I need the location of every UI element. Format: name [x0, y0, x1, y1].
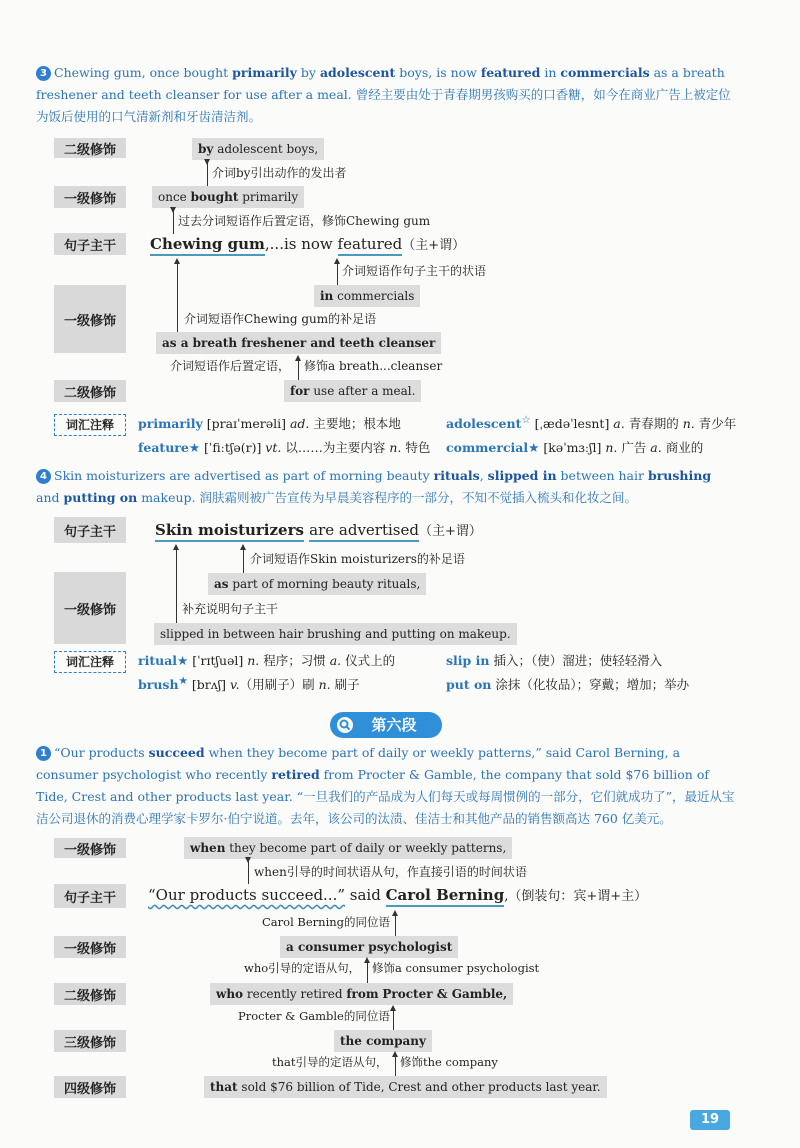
vocab-label: 词汇注释: [54, 651, 126, 673]
annotation: Carol Berning的同位语: [262, 915, 391, 929]
sentence-trunk: Skin moisturizers are advertised（主+谓）: [155, 520, 482, 539]
modifier-box: for use after a meal.: [284, 380, 421, 402]
annotation: 介词by引出动作的发出者: [212, 166, 347, 180]
level-label: 二级修饰: [54, 138, 126, 158]
vocab-item: commercial★ [kəˈmɜːʃl] n. 广告 a. 商业的: [446, 440, 704, 455]
annotation: 介词短语作Chewing gum的补足语: [184, 312, 377, 326]
annotation: Procter & Gamble的同位语: [238, 1009, 390, 1023]
level-label: 一级修饰: [54, 285, 126, 353]
modifier-box: who recently retired from Procter & Gamble,: [210, 983, 513, 1005]
annotation: 介词短语作后置定语，: [170, 359, 291, 373]
section-heading: 第六段: [330, 712, 442, 738]
level-label: 句子主干: [54, 517, 126, 543]
paragraph-text: “Our products succeed when they become part of daily or weekly patterns,” said Carol Berning, a consumer psychologist who recently retired from Procter & Gamble, the company that sold $76 billion of Tide, Crest and other products last year. “一旦我们的产品成为人们每天或每周惯例的一部分，它们就成功了”，最近从宝洁公司退休的消费心理学家卡罗尔·伯宁说道。去年，该公司的汰渍、佳洁士和其他产品的销售额高达 760 亿美元。: [36, 745, 735, 826]
annotation: 过去分词短语作后置定语，修饰Chewing gum: [178, 214, 431, 228]
paragraph-1: [36, 742, 736, 830]
paragraph-3: [36, 62, 736, 128]
vocab-label: 词汇注释: [54, 414, 126, 436]
level-label: 一级修饰: [54, 936, 126, 958]
annotation: 修饰the company: [400, 1055, 498, 1069]
search-icon: [336, 716, 354, 734]
level-label: 三级修饰: [54, 1030, 126, 1052]
level-label: 一级修饰: [54, 572, 126, 644]
modifier-box: by adolescent boys,: [192, 138, 324, 160]
vocab-item: slip in 插入；（使）溜进；使轻轻滑入: [446, 653, 663, 668]
level-label: 一级修饰: [54, 838, 126, 858]
vocab-item: primarily [praɪˈmerəli] ad. 主要地；根本地: [138, 416, 401, 431]
paragraph-text: Chewing gum, once bought primarily by adolescent boys, is now featured in commercials as a breath freshener and teeth cleanser for use after a meal. 曾经主要由处于青春期男孩购买的口香糖，如今在商业广告上被定位为饭后使用的口气清新剂和牙齿清洁剂。: [36, 65, 731, 124]
modifier-box: slipped in between hair brushing and putting on makeup.: [154, 623, 517, 645]
annotation: when引导的时间状语从句，作直接引语的时间状语: [254, 865, 527, 879]
level-label: 二级修饰: [54, 380, 126, 402]
annotation: that引导的定语从句，: [272, 1055, 388, 1069]
annotation: 介词短语作句子主干的状语: [342, 264, 487, 278]
paragraph-text: Skin moisturizers are advertised as part of morning beauty rituals, slipped in between hair brushing and putting on makeup. 润肤霜则被广告宣传为早晨美容程序的一部分，不知不觉插入梳头和化妆之间。: [36, 468, 712, 505]
modifier-box: that sold $76 billion of Tide, Crest and other products last year.: [204, 1076, 607, 1098]
modifier-box: a consumer psychologist: [280, 936, 458, 958]
modifier-box: once bought primarily: [152, 186, 304, 208]
level-label: 四级修饰: [54, 1076, 126, 1098]
paragraph-number: 1: [36, 746, 51, 761]
modifier-box: as part of morning beauty rituals,: [208, 573, 426, 595]
sentence-trunk: Chewing gum,...is now featured（主+谓）: [150, 234, 465, 253]
level-label: 句子主干: [54, 233, 126, 255]
sentence-trunk: “Our products succeed...” said Carol Berning,（倒装句：宾+谓+主）: [148, 885, 647, 904]
paragraph-4: [36, 465, 736, 509]
annotation: 补充说明句子主干: [182, 602, 279, 616]
page-number: 19: [690, 1110, 730, 1130]
level-label: 句子主干: [54, 884, 126, 908]
annotation: 介词短语作Skin moisturizers的补足语: [250, 552, 465, 566]
level-label: 一级修饰: [54, 186, 126, 208]
paragraph-number: 3: [36, 66, 51, 81]
level-label: 二级修饰: [54, 983, 126, 1005]
modifier-box: the company: [334, 1030, 432, 1052]
annotation: who引导的定语从句，: [244, 961, 361, 975]
annotation: 修饰a consumer psychologist: [372, 961, 540, 975]
modifier-box: when they become part of daily or weekly patterns,: [184, 837, 512, 859]
paragraph-number: 4: [36, 469, 51, 484]
vocab-item: ritual★ [ˈrɪtʃuəl] n. 程序；习惯 a. 仪式上的: [138, 653, 396, 668]
annotation: 修饰a breath...cleanser: [304, 359, 443, 373]
vocab-item: put on 涂抹（化妆品）；穿戴；增加；举办: [446, 677, 690, 692]
vocab-item: adolescent☆ [ˌædəˈlesnt] a. 青春期的 n. 青少年: [446, 414, 737, 432]
modifier-box: as a breath freshener and teeth cleanser: [156, 332, 441, 354]
vocab-item: feature★ [ˈfiːtʃə(r)] vt. 以……为主要内容 n. 特色: [138, 440, 431, 455]
modifier-box: in commercials: [314, 285, 420, 307]
vocab-item: brush★ [brʌʃ] v.（用刷子）刷 n. 刷子: [138, 675, 360, 693]
